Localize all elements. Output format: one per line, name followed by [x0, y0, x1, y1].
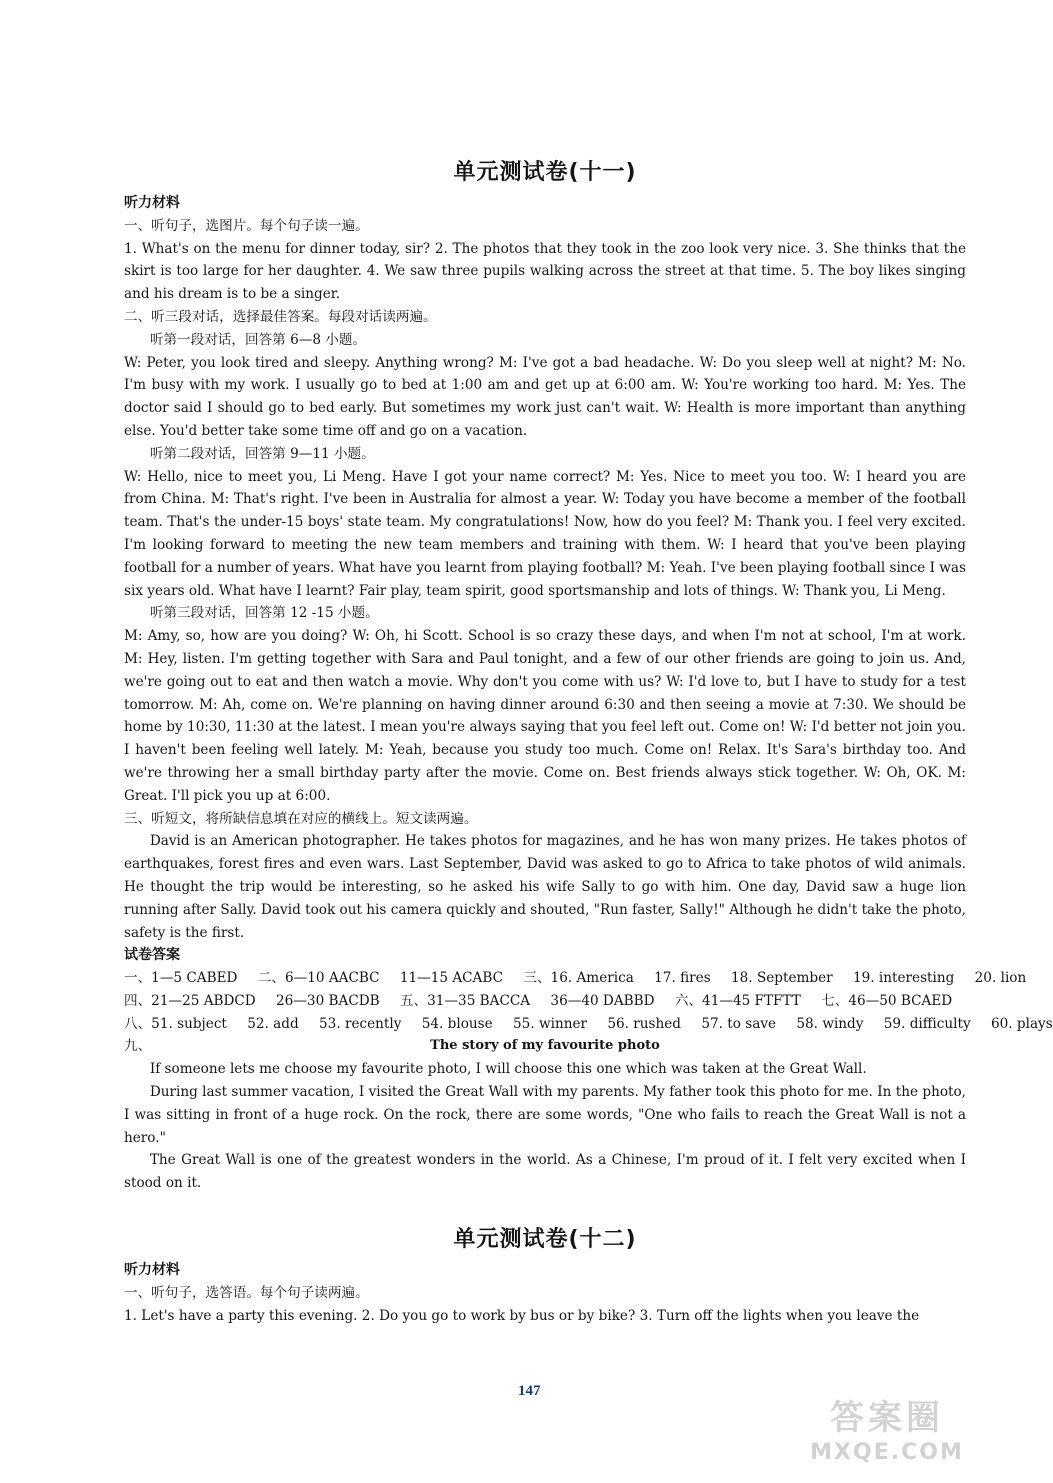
- answer-item: 55. winner: [513, 1015, 587, 1032]
- answers-line-1: [124, 967, 1027, 990]
- story-paragraph-2: During last summer vacation, I visited the Great Wall with my parents. My father took this photo for me. In the photo, I was sitting in front of a huge rock. On the rock, there are some words, "One who fails to reach the Great Wall is not a hero.": [124, 1084, 966, 1146]
- dialog2-heading: 听第二段对话，回答第 9—11 小题。: [149, 445, 375, 462]
- unit11-part3-text: David is an American photographer. He takes photos for magazines, and he has won many prizes. He takes photos of earthquakes, forest fires and even wars. Last September, David was asked to go to Africa to take photos of wild animals. He thought the trip would be interesting, so he asked his wife Sally to go with him. One day, David saw a huge lion running after Sally. David took out his camera quickly and shouted, "Run faster, Sally!" Although he didn't take the photo, safety is the first.: [124, 833, 966, 941]
- unit11-part1-text: 1. What's on the menu for dinner today, sir? 2. The photos that they took in the zoo look very nice. 3. She thinks that the skirt is too large for her daughter. 4. We saw three pupils walking across the street at that time. 5. The boy likes singing and his dream is to be a singer.: [124, 240, 966, 303]
- answer-item: 58. windy: [796, 1015, 864, 1032]
- unit11-part1-heading: 一、听句子，选图片。每个句子读一遍。: [124, 217, 369, 234]
- unit12-part1-text: 1. Let's have a party this evening. 2. Do you go to work by bus or by bike? 3. Turn off the lights when you leave the: [124, 1307, 920, 1324]
- answer-item: 17. fires: [654, 970, 711, 987]
- unit12-part1-heading: 一、听句子，选答语。每个句子读两遍。: [124, 1284, 369, 1301]
- answers-line-3: [124, 1013, 1053, 1036]
- watermark-line-1: 答案圈: [830, 1398, 944, 1438]
- answer-item: 36—40 DABBD: [550, 992, 655, 1009]
- answer-item: 57. to save: [701, 1015, 777, 1032]
- dialog2-text: W: Hello, nice to meet you, Li Meng. Have I got your name correct? M: Yes. Nice to meet you too. W: I heard you are from China. M: That's right. I've been in Australia for almost a year. W: Today you have become a member of the football team. That's the under-15 boys' state team. My congratulations! Now, how do you feel? M: Thank you. I feel very excited. I'm looking forward to meeting the new team members and training with them. W: I heard that you've been playing football for a number of years. What have you learnt from playing football? M: Yeah. I've been playing football since I was six years old. What have I learnt? Fair play, team spirit, good sportsmanship and lots of things. W: Thank you, Li Meng.: [124, 468, 966, 599]
- answer-item: 26—30 BACDB: [276, 992, 380, 1009]
- story-title: The story of my favourite photo: [430, 1038, 660, 1054]
- dialog3-heading: 听第三段对话，回答第 12 -15 小题。: [149, 605, 379, 622]
- story-paragraph-3: The Great Wall is one of the greatest wonders in the world. As a Chinese, I'm proud of it. I felt very excited when I stood on it.: [124, 1152, 966, 1192]
- unit11-part2-heading: 二、听三段对话，选择最佳答案。每段对话读两遍。: [124, 308, 437, 325]
- answers-heading: 试卷答案: [124, 947, 180, 964]
- unit12-listening-heading: 听力材料: [124, 1262, 180, 1279]
- answer-item: 八、51. subject: [124, 1015, 227, 1032]
- unit11-listening-heading: 听力材料: [124, 195, 180, 211]
- answer-item: 三、16. America: [523, 970, 634, 987]
- answer-item: 18. September: [731, 970, 833, 987]
- unit11-title: 单元测试卷(十一): [453, 160, 637, 185]
- answer-item: 52. add: [247, 1015, 299, 1032]
- answer-item: 六、41—45 FTFTT: [674, 992, 801, 1009]
- watermark-logo: [802, 1397, 972, 1473]
- answers-line-2: [124, 990, 966, 1013]
- answer-item: 60. plays: [990, 1015, 1053, 1032]
- page-content: [124, 158, 1053, 1327]
- answer-item: 56. rushed: [607, 1015, 681, 1032]
- watermark-line-2: MXQE.COM: [810, 1440, 964, 1465]
- answer-item: 11—15 ACABC: [399, 970, 504, 987]
- answer-item: 五、31—35 BACCA: [399, 992, 531, 1009]
- page-number: 147: [518, 1383, 541, 1399]
- dialog1-text: W: Peter, you look tired and sleepy. Anything wrong? M: I've got a bad headache. W: Do you sleep well at night? M: No. I'm busy with my work. I usually go to bed at 1:00 am and get up at 6:00 am. W: You're working too hard. M: Yes. The doctor said I should go to bed early. But sometimes my work just can't wait. W: Health is more important than anything else. You'd better take some time off and go on a vacation.: [124, 354, 966, 439]
- answer-item: 53. recently: [319, 1015, 402, 1032]
- answer-item: 一、1—5 CABED: [124, 970, 238, 987]
- dialog3-text: M: Amy, so, how are you doing? W: Oh, hi Scott. School is so crazy these days, and when I'm not at school, I'm at work. M: Hey, listen. I'm getting together with Sara and Paul tonight, and a few of our other friends are going to join us. And, we're going out to eat and then watch a movie. Why don't you come with us? W: I'd love to, but I have to study for a test tomorrow. M: Ah, come on. We're planning on having dinner around 6:30 and then seeing a movie at 7:30. We should be home by 10:30, 11:30 at the latest. I mean you're always saying that you feel left out. Come on! W: I'd better not join you. I haven't been feeling well lately. M: Yeah, because you study too much. Come on! Relax. It's Sara's birthday too. And we're throwing her a small birthday party after the movie. Come on. Best friends always stick together. W: Oh, OK. M: Great. I'll pick you up at 6:00.: [124, 628, 966, 804]
- answer-item: 四、21—25 ABDCD: [124, 992, 256, 1009]
- part9-label: 九、: [124, 1038, 152, 1055]
- answer-item: 二、6—10 AACBC: [257, 970, 380, 987]
- answer-item: 20. lion: [974, 970, 1027, 987]
- answer-item: 59. difficulty: [883, 1015, 971, 1032]
- story-paragraph-1: If someone lets me choose my favourite photo, I will choose this one which was taken at the Great Wall.: [149, 1061, 867, 1078]
- unit11-part3-heading: 三、听短文，将所缺信息填在对应的横线上。短文读两遍。: [124, 810, 478, 827]
- unit12-title: 单元测试卷(十二): [453, 1227, 637, 1253]
- answer-item: 19. interesting: [852, 970, 955, 987]
- dialog1-heading: 听第一段对话，回答第 6—8 小题。: [149, 331, 367, 348]
- answer-item: 54. blouse: [421, 1015, 493, 1032]
- answer-item: 七、46—50 BCAED: [821, 992, 953, 1009]
